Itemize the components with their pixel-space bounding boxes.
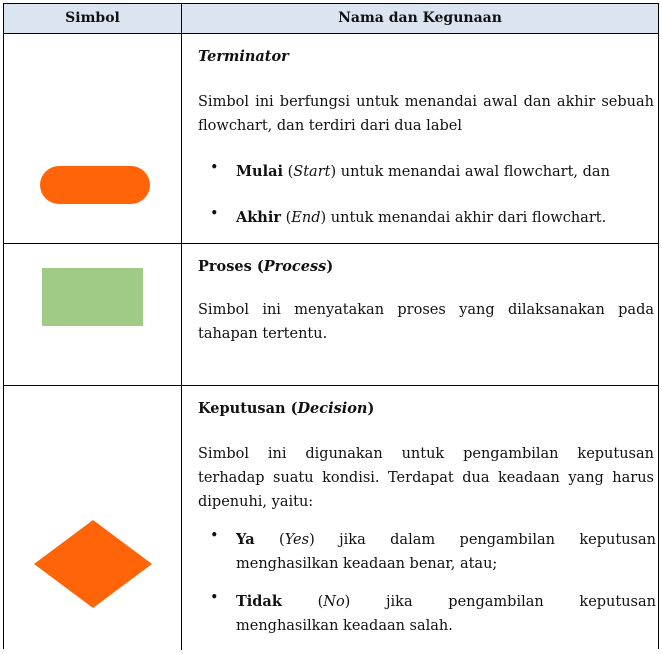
- bullet-icon: •: [210, 590, 219, 606]
- row-title: Proses (Process): [198, 258, 334, 275]
- row-title: Terminator: [198, 48, 289, 65]
- symbol-table: [3, 3, 659, 649]
- row-title: Keputusan (Decision): [198, 400, 375, 417]
- terminator-symbol: [4, 34, 181, 243]
- row-description: Simbol ini menyatakan proses yang dilaksanakan pada tahapan tertentu.: [198, 302, 654, 342]
- process-symbol: [4, 244, 181, 385]
- bullet-icon: •: [210, 528, 219, 544]
- bullet-icon: •: [210, 160, 219, 176]
- table-row-process: [4, 244, 658, 386]
- table-row-terminator: [4, 34, 658, 244]
- description-cell: Terminator Simbol ini berfungsi untuk menandai awal dan akhir sebuah flowchart, dan terdiri dari dua label • Mulai (Start) untuk menandai awal flowchart, dan • Akhir (End) untuk menandai akhir dari flowchart.: [198, 48, 654, 226]
- symbol-cell: [4, 34, 182, 243]
- decision-symbol: [4, 386, 181, 650]
- header-symbol: Simbol: [4, 4, 182, 33]
- row-description: Simbol ini digunakan untuk pengambilan keputusan terhadap suatu kondisi. Terdapat dua keadaan yang harus dipenuhi, yaitu:: [198, 446, 654, 510]
- table-header: [4, 4, 658, 34]
- header-name-usage: Nama dan Kegunaan: [338, 10, 502, 26]
- description-cell: [182, 244, 658, 385]
- decision-shape: [34, 520, 152, 608]
- symbol-cell: [4, 244, 182, 385]
- terminator-shape: [40, 166, 150, 204]
- row-description: Simbol ini berfungsi untuk menandai awal dan akhir sebuah flowchart, dan terdiri dari dua label: [198, 94, 654, 134]
- table-row-decision: [4, 386, 658, 650]
- symbol-cell: [4, 386, 182, 650]
- description-cell: Keputusan (Decision) Simbol ini digunakan untuk pengambilan keputusan terhadap suatu kondisi. Terdapat dua keadaan yang harus dipenuhi, yaitu: • Ya (Yes) jika dalam pengambilan keputusan menghasilkan keadaan benar, atau; • Tidak (No) jika pengambilan keputusan menghasilkan keadaan salah.: [198, 400, 656, 634]
- process-shape: [42, 268, 143, 326]
- bullet-icon: •: [210, 206, 219, 222]
